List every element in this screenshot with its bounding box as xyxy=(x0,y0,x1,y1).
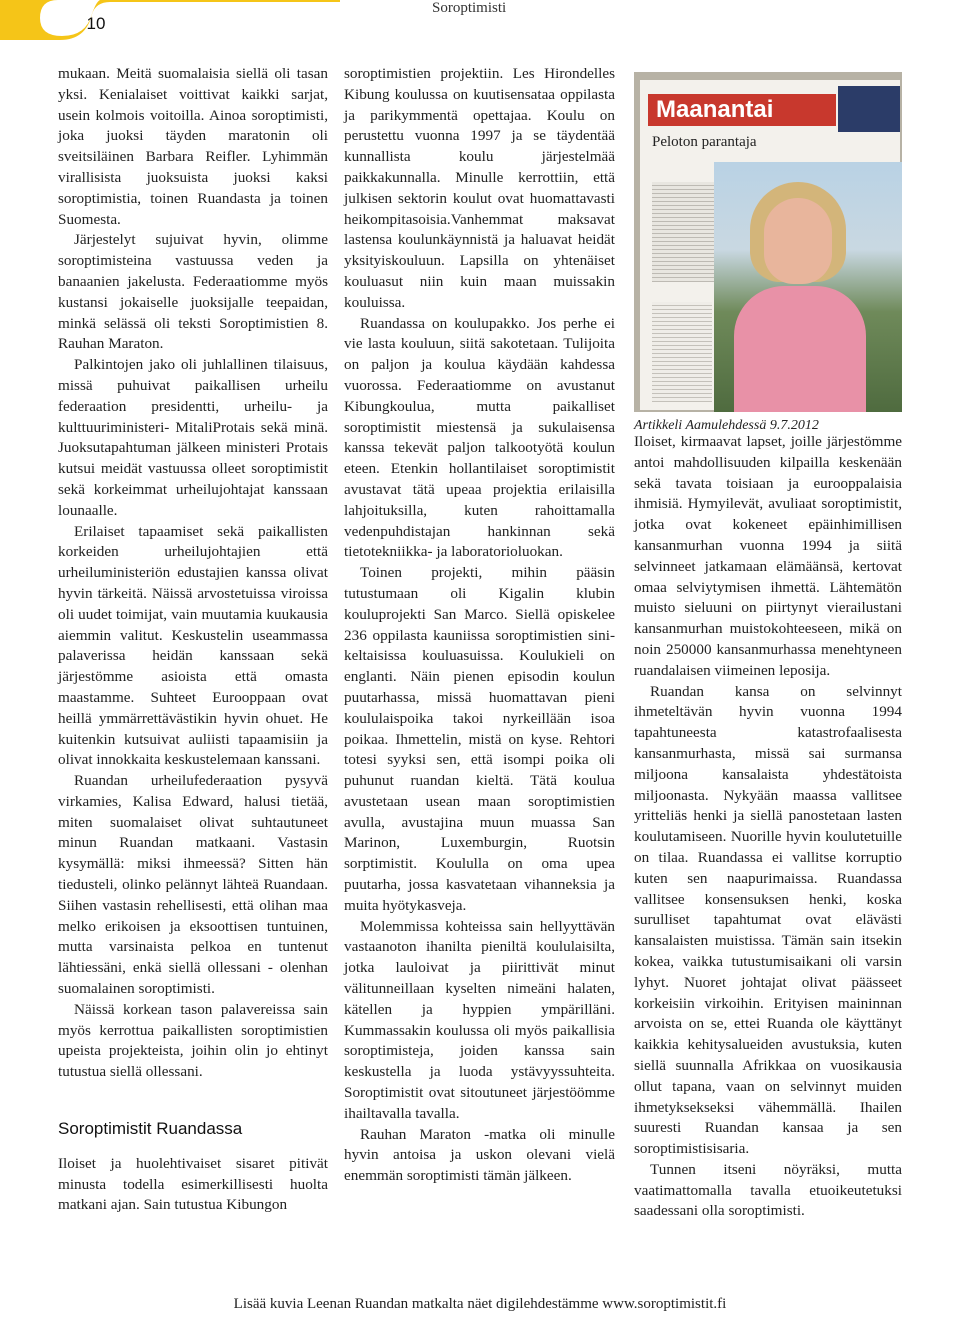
paragraph: Toinen projekti, mihin pääsin tutustumaan oli Kigalin klubin kouluprojekti San Marco. Siellä opiskelee 236 oppilasta kauniissa soroptimistien sini-keltaisissa kouluasuissa. Koulukieli on englanti. Näin pienen episodin koulun puutarhassa, missä huomattavan pieni koululaispoika takoi nyrkeillään isoa poikaa. Ihmettelin, mistä on kyse. Rehtori totesi syyksi sen, että isompi poika oli puhunut ruandan kieltä. Tätä koulua avustetaan usean maan soroptimistien avulla, avustajina muun muassa San Marinon, Luxemburgin, Ruotsin sorptimistit. Koululla on oma upea puutarha, jossa kasvatetaan vihanneksia ja muita hyötykasveja. xyxy=(344,564,615,914)
section-subheading: Soroptimistit Ruandassa xyxy=(58,1119,243,1139)
paragraph: Ruandassa on koulupakko. Jos perhe ei vie lasta kouluun, siitä sakotetaan. Tulijoita on paljon ja koulua käydään kahdessa vuorossa. Federaatiomme on avustanut Kibungkoulua, mutta paikalliset soroptimistit miestensä ja sukulaisensa kanssa tekevät paljon talkootyötä koulun eteen. Etenkin hollantilaiset soroptimistit avustavat tätä upeaa projektia erilaisilla lahjoituksilla, kuten rahoittamalla vedenpuhdistajan hankinnan sekä tietotekniikka- ja laboratorioluokan. xyxy=(344,314,615,561)
paragraph: Ruandan urheilufederaation pysyvä virkamies, Kalisa Edward, halusi tietää, miten suomalaiset olivat suhtautuneet minun Ruandan matkaani. Vastasin kysymällä: miksi ihmeessä? Sitten hän tiedusteli, olinko pelännyt lähteä Ruandaan. Siihen vastasin rehellisesti, että olihan maa melko erikoisen ja eksoottisen tuntuinen, mutta varsinaista pelkoa en tuntenut lähtiessäni, enkä siellä ollessani - olenhan suomalainen soroptimisti. xyxy=(58,772,328,998)
page-tab xyxy=(0,0,340,42)
newspaper-sidebar-text xyxy=(652,302,712,402)
paragraph: Näissä korkean tason palavereissa sain myös kerrottua paikallisten soroptimistien upeista projekteista, joihin olin jo ehtinyt tutustua siellä ollessani. xyxy=(58,1000,328,1081)
paragraph: Iloiset, kirmaavat lapset, joille järjestömme antoi mahdollisuuden kilpailla keskenään sekä tavata toisiaan ja eurooppalaisia ihmisiä. Hymyilevät, avuliaat soroptimistit, jotka ovat kokeneet epäinhimillisen kansanmurhan vuonna 1994 ja siitä selvinneet jatkamaan elämäänsä, kertovat omaa selviytymisen ihmettä. Lähtemätön muisto sieluuni on piirtynyt vierailustani kansanmurhan muistokohteeseen, mikä on noin 250000 kansanmurhassa menehtyneen ruandalaisen viimeinen leposija. xyxy=(634,433,902,679)
paragraph: Tunnen itseni nöyräksi, mutta vaatimattomalla tavalla etuoikeutetuksi saadessani olla soroptimisti. xyxy=(634,1160,902,1220)
newspaper-headline: Peloton parantaja xyxy=(652,134,757,150)
masthead-logo xyxy=(838,86,900,132)
article-column-1 xyxy=(58,64,328,1216)
paragraph: Ruandan kansa on selvinnyt ihmeteltävän hyvin vuonna 1994 tapahtuneesta katastrofaalisesta kansanmurhasta, missä sai surmansa miljoona kansalaista yhdestätoista miljoonasta. Nykyään maassa vallitsee yritteliäs henki ja siellä panostetaan lasten koulutamiseen. Nuorille hyvin koulutetuille on tilaa. Ruandassa ei vallitse korruptio kuten sen naapurimaissa. Ruandassa vallitsee konsensuksen henki, koska surulliset tapahtumat ovat elävästi kansalaisten muistissa. Tämän sain itsekin kokea, vaikka tutustumisaikani oli varsin lyhyt. Nuoret johtajat olivat päässeet korkeisiin virkoihin. Erityisen maininnan arvoista on se, ettei Ruanda ole käyttänyt kaikkia kehitysalueiden avustuksia, kuten siellä suunnalla Afrikkaa on vuosikausia ollut tapana, vaan on selvinnyt muiden ihmetyksekseksi vähemmällä. Ihailen suuresti Ruandan kansaa ja sen soroptimistisisaria. xyxy=(634,682,902,1158)
paragraph: soroptimistien projektiin. Les Hirondelles Kibung koulussa on kuutisensataa oppilasta ja parikymmentä opettajaa. Koulu on perustettu vuonna 1997 ja se täydentää kunnallista koulu järjestelmää paikkakunnalla. Minulle kerrottiin, että julkisen sektorin koulut ovat huomattavasti heikompitasoisia.Vanhemmat maksavat lastensa koulunkäynnistä ja haluavat heidät yksityiskouluun. Lapsilla on yhtenäiset kouluasut niin kuin maan muissakin kouluissa. xyxy=(344,65,615,311)
photo-caption: Artikkeli Aamulehdessä 9.7.2012 xyxy=(634,418,819,433)
portrait-face xyxy=(764,198,832,284)
footer-note: Lisää kuvia Leenan Ruandan matkalta näet digilehdestämme www.soroptimistit.fi xyxy=(233,1296,727,1312)
newspaper-photo xyxy=(634,72,902,412)
newspaper-masthead: Maanantai xyxy=(648,94,836,126)
page-tab-shape xyxy=(0,0,340,42)
paragraph: Iloiset ja huolehtivaiset sisaret pitivät minusta todella esimerkillisesti huolta matkani ajan. Sain tutustua Kibungon xyxy=(58,1154,328,1214)
article-column-2 xyxy=(344,64,615,1187)
paragraph: Palkintojen jako oli juhlallinen tilaisuus, missä puhuivat paikallisen urheilu federaation presidentti, urheilu- ja kulttuuriministeri- MitaliProtais sekä minä. Juoksutapahtuman jälkeen ministeri Protais kutsui meidät vastuussa olleet soroptimistit sekä korkeimmat urheilujohtajat kanssaan lounaalle. xyxy=(58,356,328,519)
portrait-shirt xyxy=(734,286,866,412)
running-header-title: Soroptimisti xyxy=(432,0,507,16)
paragraph: Erilaiset tapaamiset sekä paikallisten korkeiden urheilujohtajien että urheiluministeriön edustajien kanssa olivat hyvin tärkeitä. Näissä arvostetuissa viroissa oli uudet toimijat, vain muutamia kuukausia aiemmin valitut. Keskustelin useammassa palaverissa heidän kanssaan sekä järjestömme asioista että omasta maastamme. Suhteet Eurooppaan ovat heillä ymmärrettävästikin hyvin ohuet. He kuitenkin kutsuivat auliisti tapaamisiin ja olivat innokkaita keskustelemaan kanssani. xyxy=(58,522,328,769)
paragraph: Järjestelyt sujuivat hyvin, olimme soroptimisteina vastuussa veden ja banaanien jakelusta. Federaatiomme myös kustansi jokaiselle juoksijalle teepaidan, minkä selässä oli teksti Soroptimistien 8. Rauhan Maraton. xyxy=(58,231,328,353)
article-column-3 xyxy=(634,432,902,1222)
paragraph: mukaan. Meitä suomalaisia siellä oli tasan yksi. Kenialaiset voittivat kaikki sarjat, usein kolmois voitoilla. Ainoa soroptimisti, joka juoksi täyden maratonin oli sveitsiläinen Barbara Reifler. Lyhimmän virallisista juoksuista juoksi kaksi soroptimistia, toinen Ruandasta ja toinen Suomesta. xyxy=(58,65,328,228)
paragraph: Molemmissa kohteissa sain hellyyttävän vastaanoton ihanilta pieniltä koululaisilta, jotka lauloivat ja piirittivät minut välitunneillaan kyselten nimeäni halaten, kätellen ja hyppien ympärilläni. Kummassakin koulussa oli myös paikallisia soroptimisteja, joiden kanssa sain keskustella ja luoda ystävyyssuhteita. Soroptimistit ovat sitoutuneet järjestöömme ihailtavalla tavalla. xyxy=(344,917,615,1122)
paragraph: Rauhan Maraton -matka oli minulle hyvin antoisa ja uskon olevani vielä enemmän soroptimisti tämän jälkeen. xyxy=(344,1125,615,1185)
page-number: 10 xyxy=(86,14,106,33)
